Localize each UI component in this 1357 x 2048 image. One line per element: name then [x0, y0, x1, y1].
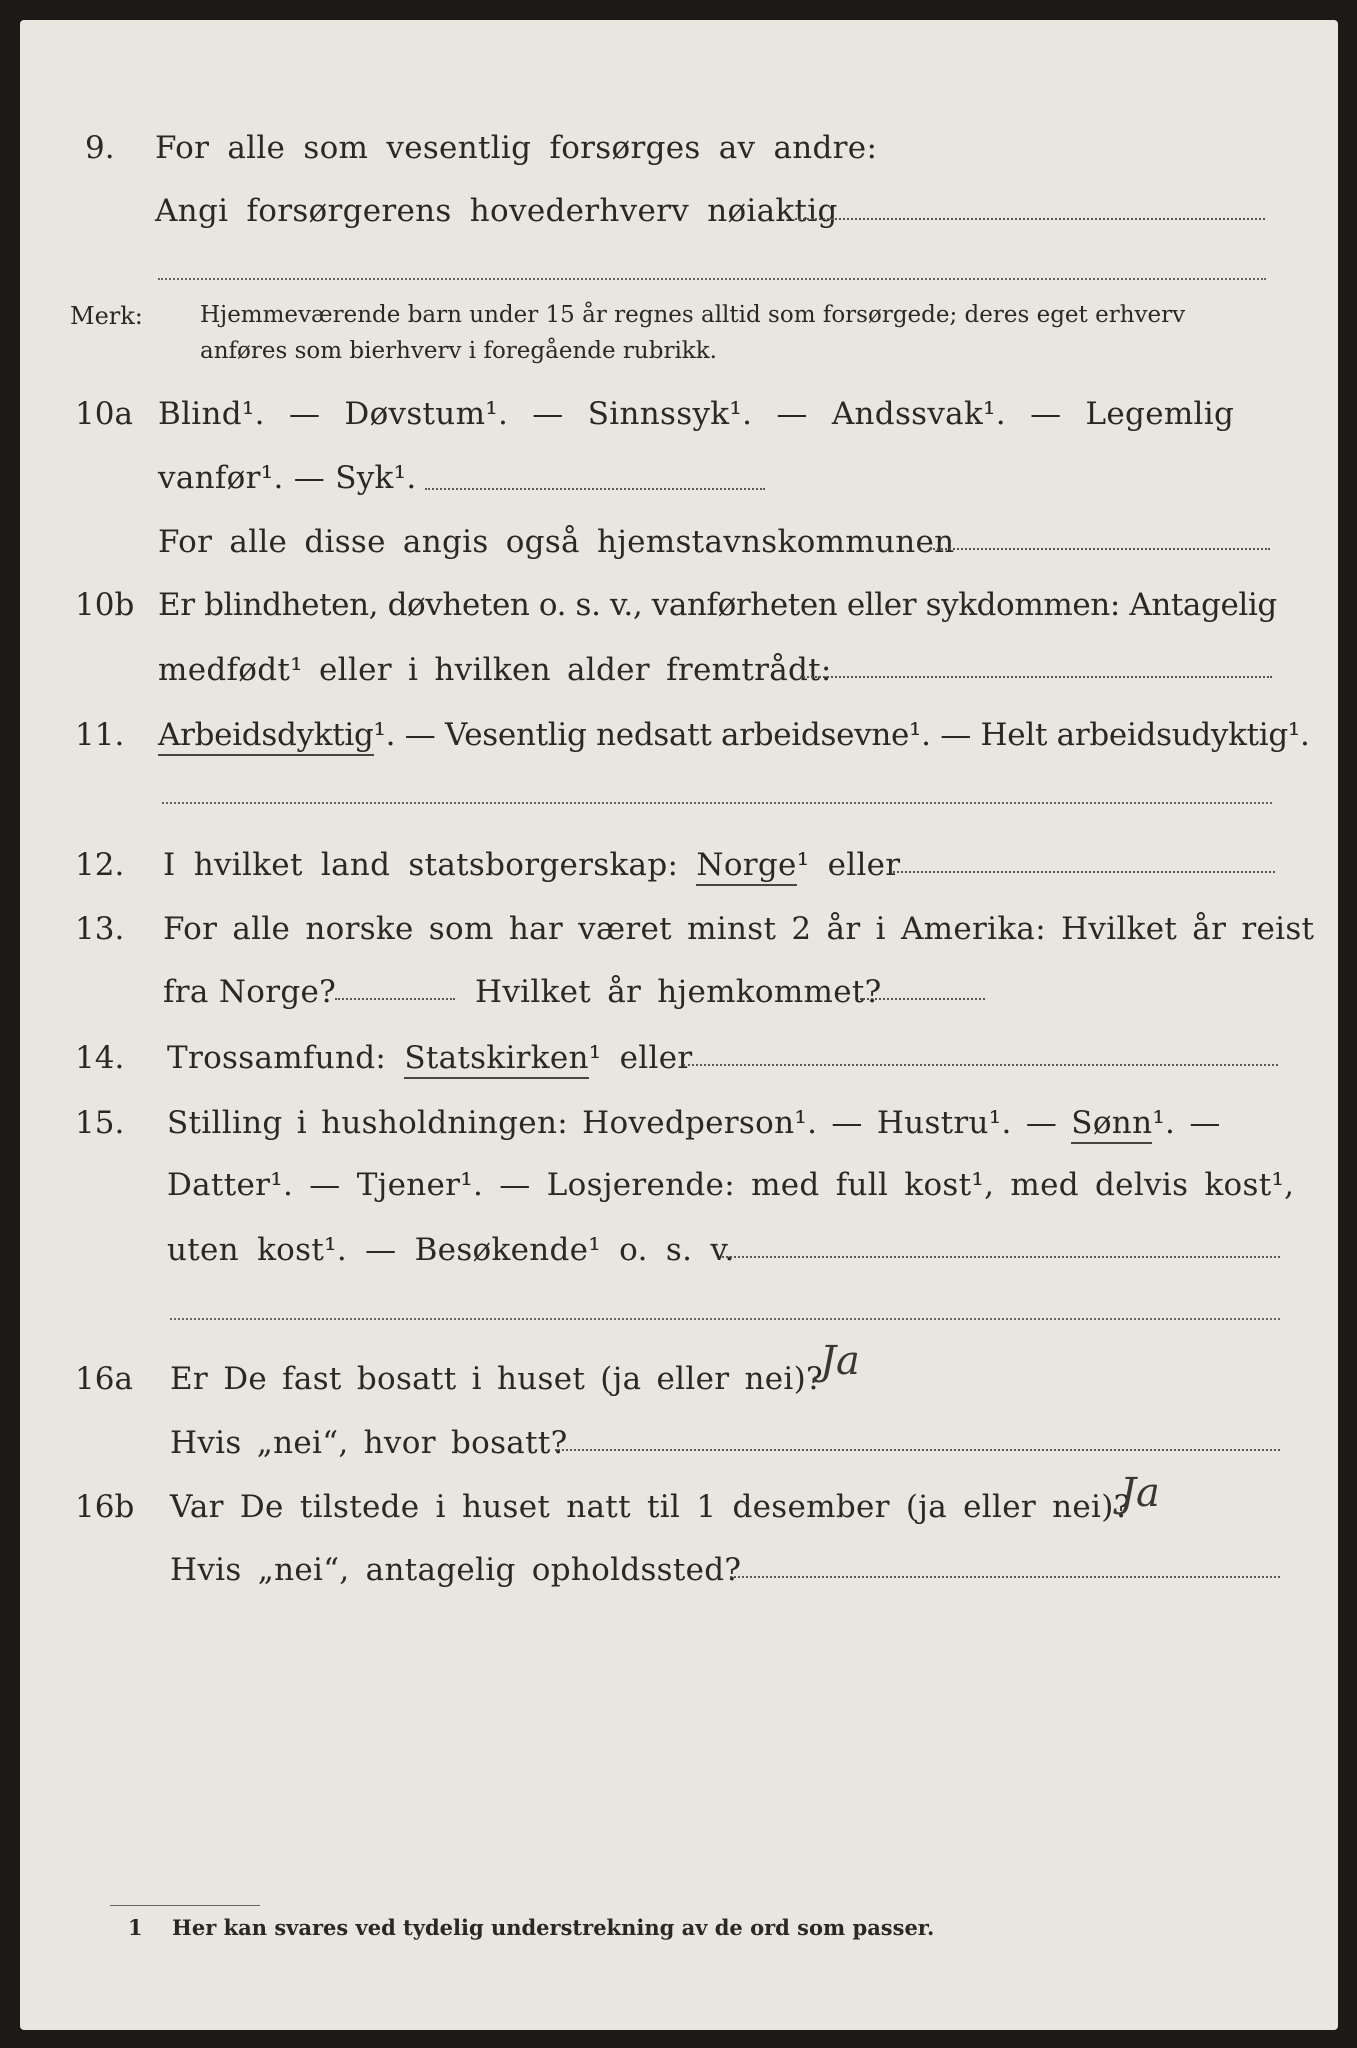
q15-line1-suffix: ¹. — — [1152, 1105, 1221, 1141]
merk-line1: Hjemmeværende barn under 15 år regnes alltid som forsørgede; deres eget erhverv — [200, 302, 1186, 328]
q15-line3: uten kost¹. — Besøkende¹ o. s. v. — [167, 1232, 735, 1268]
q10a-number: 10a — [75, 396, 133, 432]
q10b-number: 10b — [75, 587, 135, 623]
q16a-line1: Er De fast bosatt i huset (ja eller nei)? — [170, 1361, 823, 1397]
q15-line1-prefix: Stilling i husholdningen: Hovedperson¹. — Hustru¹. — — [167, 1105, 1058, 1141]
q14-number: 14. — [75, 1040, 125, 1076]
q10b-line2: medfødt¹ eller i hvilken alder fremtrådt: — [158, 652, 832, 688]
q12-norge-underlined[interactable]: Norge — [696, 847, 796, 886]
q13-departure-year-line[interactable] — [335, 998, 455, 1000]
q9-extra-answer-line[interactable] — [158, 278, 1266, 280]
q15-extra-answer-line[interactable] — [170, 1318, 1280, 1320]
q10a-answer-line[interactable] — [425, 488, 765, 490]
q16a-handwritten-answer[interactable]: Ja — [820, 1338, 860, 1384]
q10a-line3: For alle disse angis også hjemstavnskommunen — [158, 524, 955, 560]
q14-statskirken-underlined[interactable]: Statskirken — [404, 1040, 588, 1079]
q11-arbeidsdyktig-underlined[interactable]: Arbeidsdyktig — [158, 717, 374, 756]
q14-prefix: Trossamfund: — [167, 1040, 387, 1076]
q14-answer-line[interactable] — [683, 1064, 1278, 1066]
q12-answer-line[interactable] — [893, 871, 1275, 873]
q13-line2b: Hvilket år hjemkommet? — [475, 974, 882, 1010]
q16a-line2: Hvis „nei“, hvor bosatt? — [170, 1425, 568, 1461]
footnote-rule — [110, 1905, 260, 1906]
q11-line — [158, 717, 1310, 753]
q10a-home-municipality-line[interactable] — [930, 548, 1270, 550]
q14-line — [167, 1040, 693, 1076]
q16b-line2: Hvis „nei“, antagelig opholdssted? — [170, 1552, 742, 1588]
q16a-answer-line[interactable] — [555, 1449, 1280, 1451]
q16b-line1: Var De tilstede i huset natt til 1 desember (ja eller nei)? — [170, 1489, 1131, 1525]
q9-line2: Angi forsørgerens hovederhverv nøiaktig — [155, 193, 838, 229]
q10a-line1: Blind¹. — Døvstum¹. — Sinnssyk¹. — Andssvak¹. — Legemlig — [158, 396, 1235, 432]
q13-return-year-line[interactable] — [860, 998, 985, 1000]
q12-suffix: ¹ eller — [796, 847, 901, 883]
q15-line2: Datter¹. — Tjener¹. — Losjerende: med full kost¹, med delvis kost¹, — [167, 1167, 1295, 1203]
q15-line1 — [167, 1105, 1221, 1141]
q15-sonn-underlined[interactable]: Sønn — [1071, 1105, 1152, 1144]
q9-answer-line[interactable] — [795, 218, 1265, 220]
q14-suffix: ¹ eller — [588, 1040, 693, 1076]
merk-label: Merk: — [70, 302, 143, 330]
q9-number: 9. — [85, 130, 115, 166]
q16b-number: 16b — [75, 1489, 135, 1525]
q13-number: 13. — [75, 911, 125, 947]
q15-answer-line[interactable] — [722, 1256, 1280, 1258]
q12-line — [163, 847, 900, 883]
q13-line2a: fra Norge? — [163, 974, 337, 1010]
q10b-answer-line[interactable] — [800, 676, 1272, 678]
q16b-handwritten-answer[interactable]: Ja — [1120, 1470, 1160, 1516]
q15-number: 15. — [75, 1105, 125, 1141]
merk-line2: anføres som bierhverv i foregående rubrikk. — [200, 338, 717, 364]
footnote-text: Her kan svares ved tydelig understrekning av de ord som passer. — [172, 1915, 935, 1940]
q11-rest: ¹. — Vesentlig nedsatt arbeidsevne¹. — Helt arbeidsudyktig¹. — [373, 717, 1310, 753]
footnote-mark: 1 — [128, 1915, 143, 1940]
q9-line1: For alle som vesentlig forsørges av andre: — [155, 130, 878, 166]
q11-number: 11. — [75, 717, 125, 753]
q12-prefix: I hvilket land statsborgerskap: — [163, 847, 679, 883]
q13-line1: For alle norske som har været minst 2 år i Amerika: Hvilket år reist — [163, 911, 1315, 947]
q16a-number: 16a — [75, 1361, 133, 1397]
q12-number: 12. — [75, 847, 125, 883]
q16b-answer-line[interactable] — [730, 1576, 1280, 1578]
q11-extra-answer-line[interactable] — [162, 802, 1272, 804]
q10a-line2: vanfør¹. — Syk¹. — [158, 460, 417, 496]
q10b-line1: Er blindheten, døvheten o. s. v., vanførheten eller sykdommen: Antagelig — [158, 587, 1277, 623]
